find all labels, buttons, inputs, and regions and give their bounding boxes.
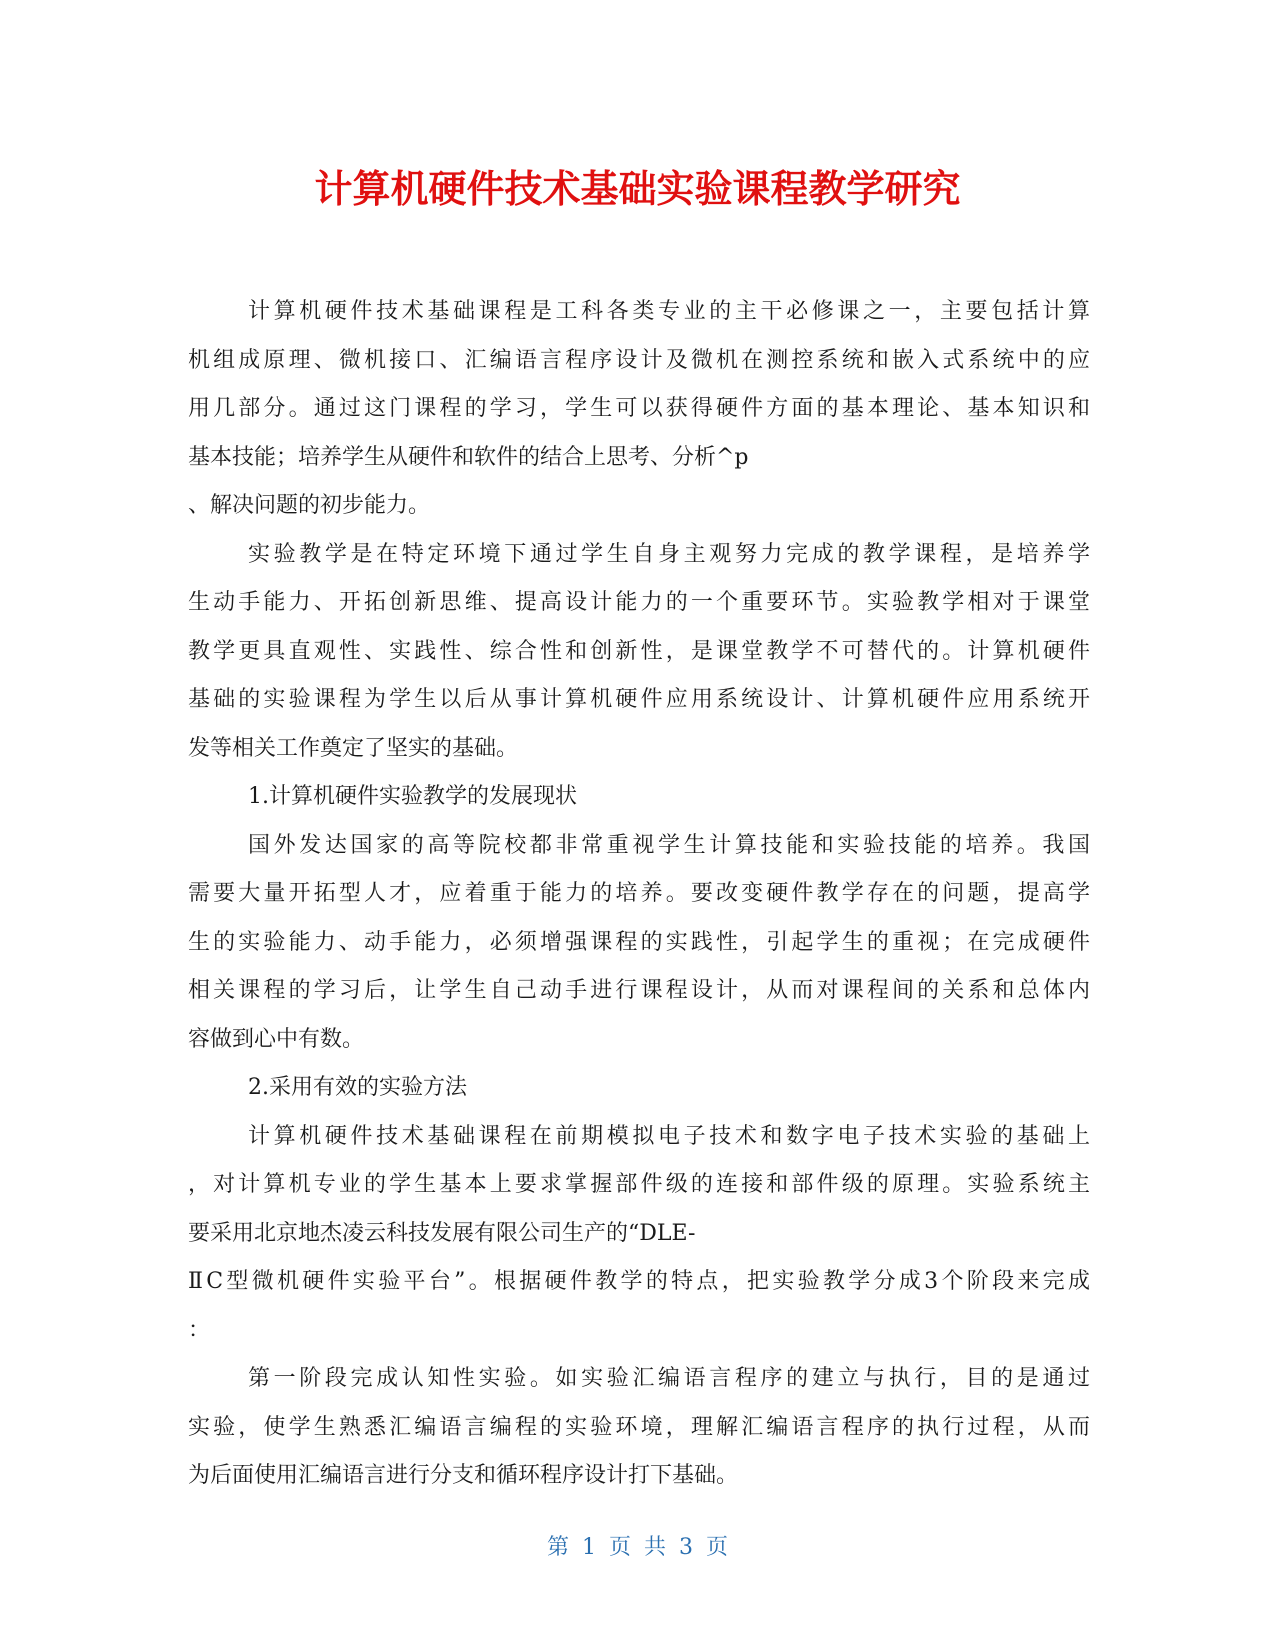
text-line: 2.采用有效的实验方法 (248, 1075, 467, 1100)
text-line: 生动手能力、开拓创新思维、提高设计能力的一个重要环节。实验教学相对于课堂 (188, 590, 1090, 615)
text-line: 发等相关工作奠定了坚实的基础。 (188, 735, 519, 761)
document-body (188, 288, 1090, 1501)
text-line: 计算机硬件技术基础课程在前期模拟电子技术和数字电子技术实验的基础上 (248, 1123, 1090, 1149)
text-line: 机组成原理、微机接口、汇编语言程序设计及微机在测控系统和嵌入式系统中的应 (188, 347, 1090, 373)
text-line: ： (188, 1317, 211, 1343)
text-line: 用几部分。通过这门课程的学习，学生可以获得硬件方面的基本理论、基本知识和 (188, 396, 1090, 421)
document-title: 计算机硬件技术基础实验课程教学研究 (314, 167, 961, 211)
text-line: 要采用北京地杰凌云科技发展有限公司生产的“DLE- (188, 1220, 696, 1246)
text-line: 实验教学是在特定环境下通过学生自身主观努力完成的教学课程，是培养学 (248, 541, 1090, 567)
text-line: ，对计算机专业的学生基本上要求掌握部件级的连接和部件级的原理。实验系统主 (188, 1172, 1090, 1197)
text-line: ⅡC型微机硬件实验平台”。根据硬件教学的特点，把实验教学分成3个阶段来完成 (188, 1269, 1090, 1294)
text-line: 实验，使学生熟悉汇编语言编程的实验环境，理解汇编语言程序的执行过程，从而 (188, 1414, 1090, 1440)
text-line: 1.计算机硬件实验教学的发展现状 (248, 784, 577, 809)
text-line: 需要大量开拓型人才，应着重于能力的培养。要改变硬件教学存在的问题，提高学 (188, 881, 1090, 906)
text-line: 计算机硬件技术基础课程是工科各类专业的主干必修课之一，主要包括计算 (248, 299, 1090, 324)
text-line: 生的实验能力、动手能力，必须增强课程的实践性，引起学生的重视；在完成硬件 (188, 929, 1090, 955)
text-line: 为后面使用汇编语言进行分支和循环程序设计打下基础。 (188, 1463, 739, 1488)
text-line: 、解决问题的初步能力。 (188, 493, 431, 518)
text-line: 容做到心中有数。 (188, 1026, 365, 1052)
page-footer: 第 1 页 共 3 页 (547, 1535, 728, 1560)
text-line: 基础的实验课程为学生以后从事计算机硬件应用系统设计、计算机硬件应用系统开 (188, 687, 1090, 712)
text-line: 教学更具直观性、实践性、综合性和创新性，是课堂教学不可替代的。计算机硬件 (188, 638, 1090, 664)
text-line: 相关课程的学习后，让学生自己动手进行课程设计，从而对课程间的关系和总体内 (188, 978, 1090, 1003)
text-line: 基本技能；培养学生从硬件和软件的结合上思考、分析^p (188, 444, 749, 470)
text-line: 国外发达国家的高等院校都非常重视学生计算技能和实验技能的培养。我国 (248, 832, 1090, 858)
text-line: 第一阶段完成认知性实验。如实验汇编语言程序的建立与执行，目的是通过 (248, 1366, 1090, 1391)
